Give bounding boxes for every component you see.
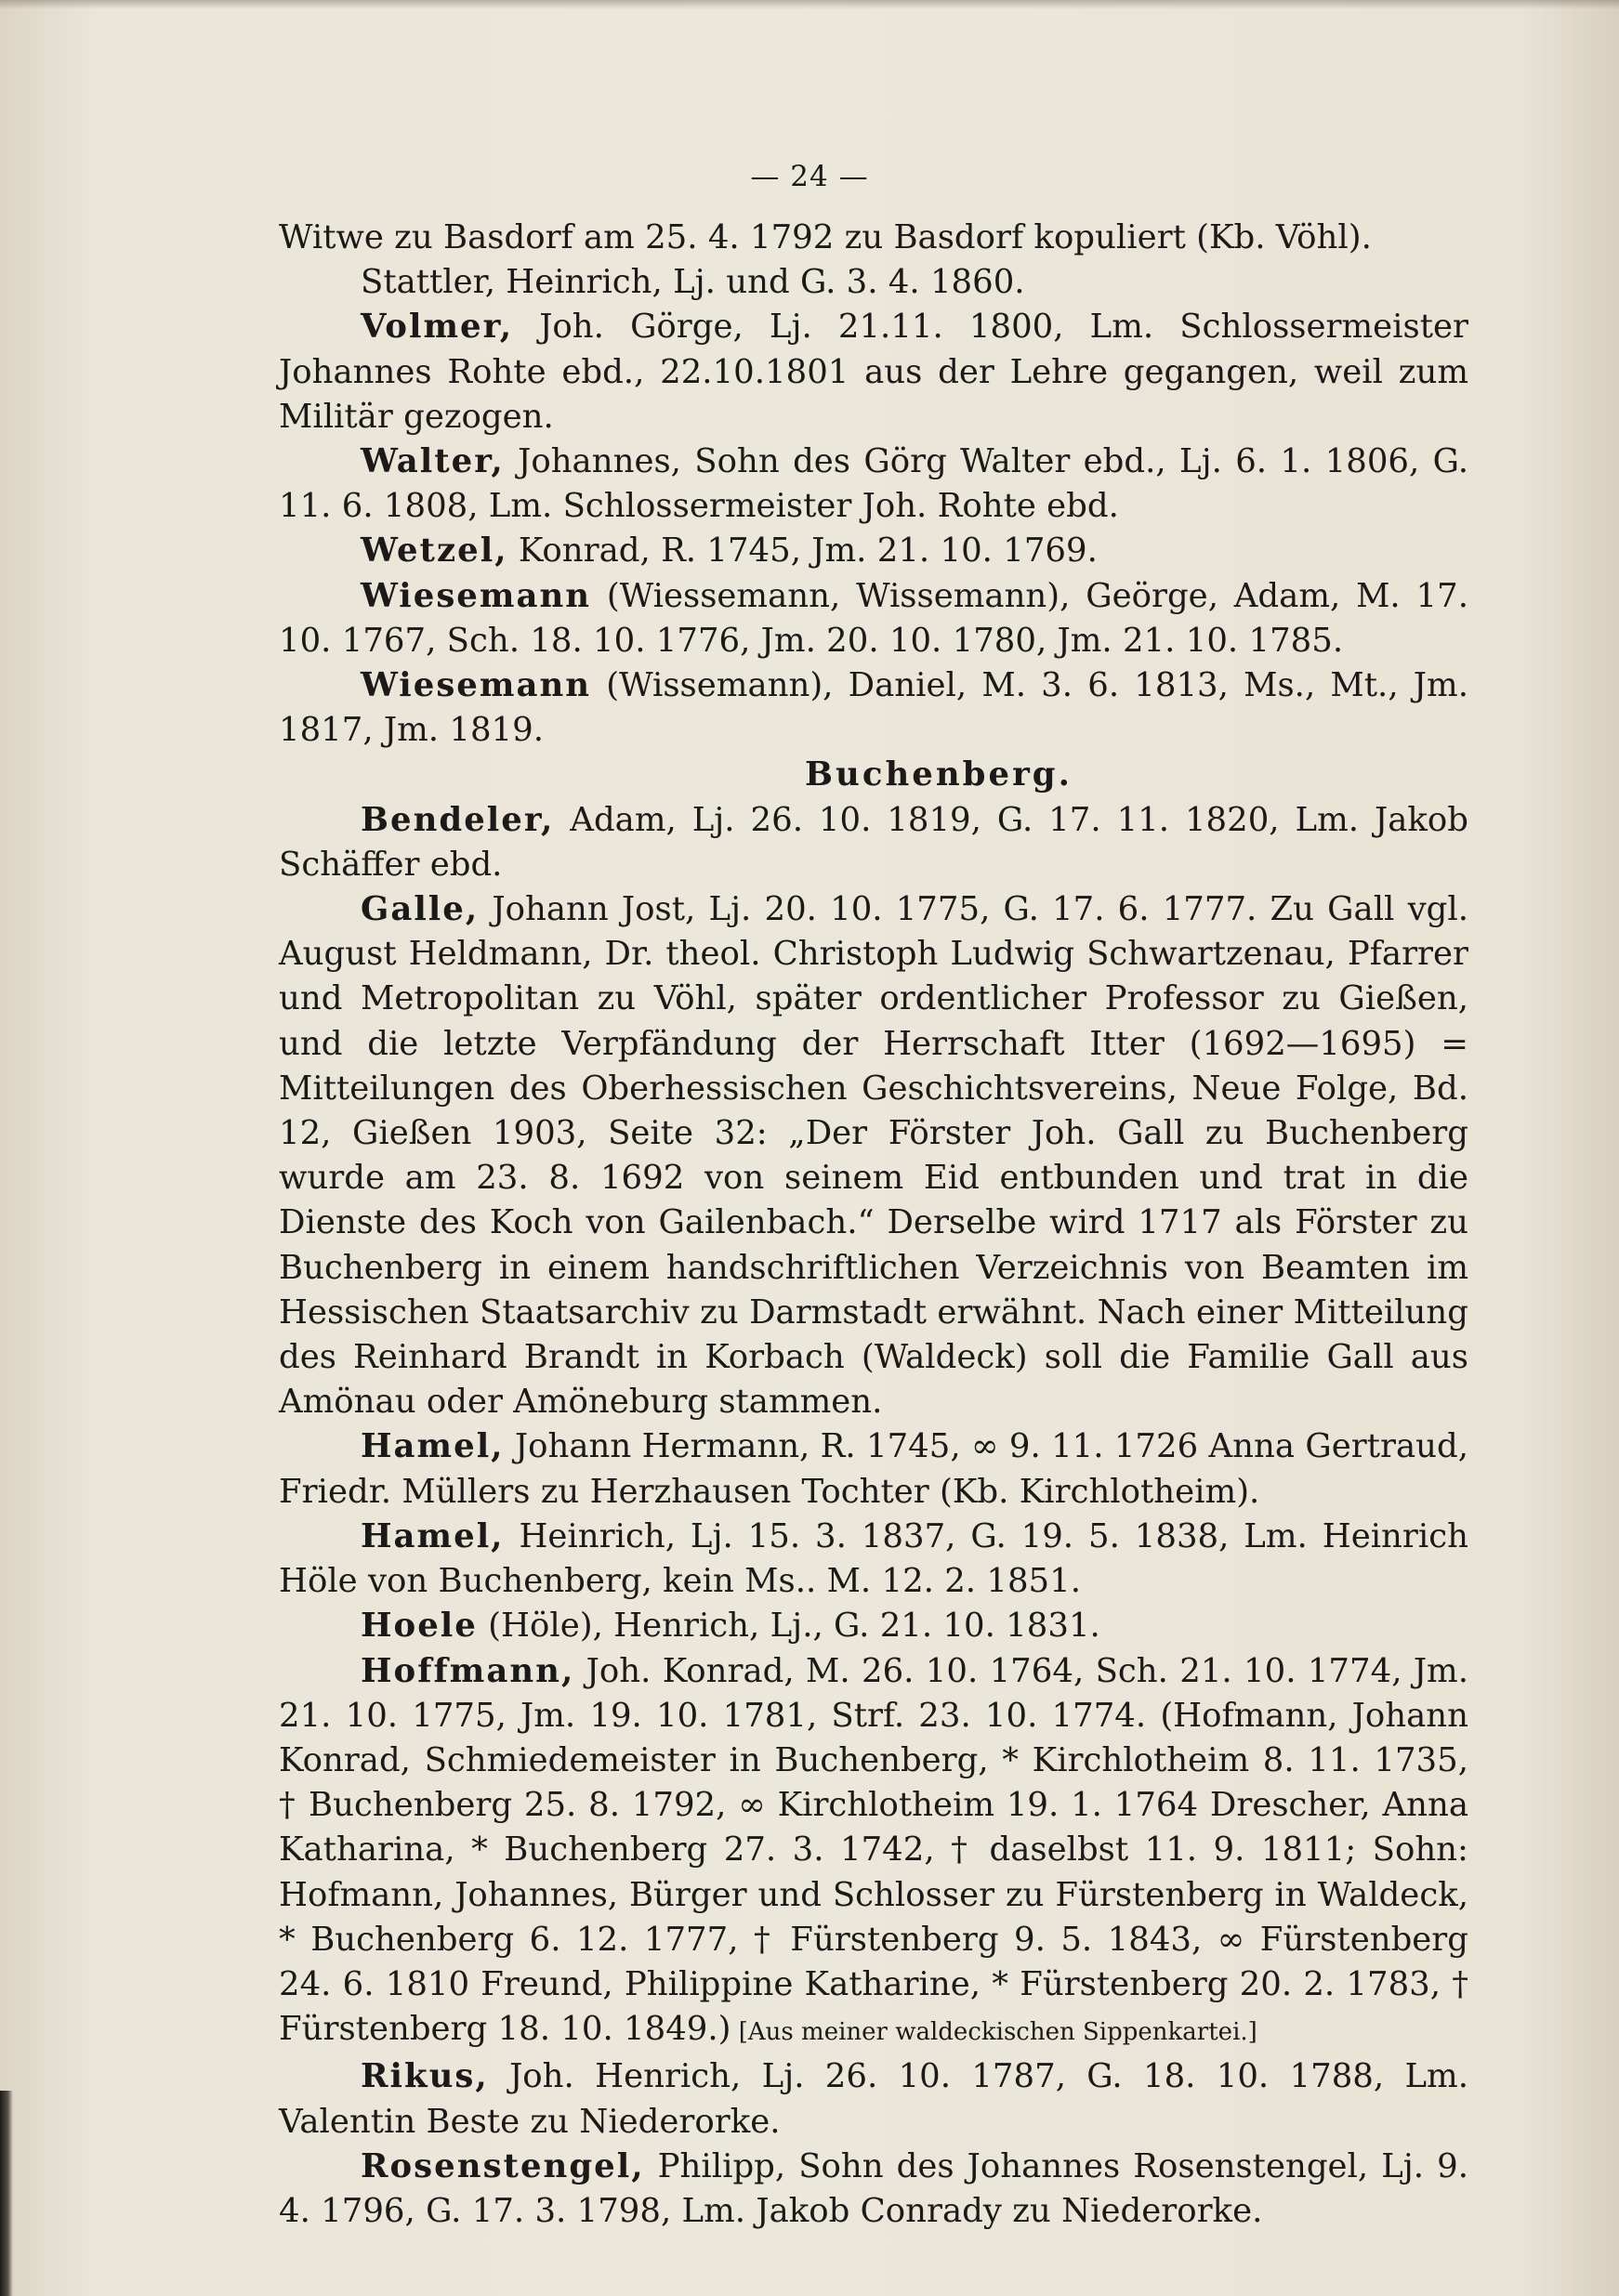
page-text <box>279 216 1468 2234</box>
entry-walter <box>279 440 1468 529</box>
entry-text: Stattler, Heinrich, Lj. und G. 3. 4. 1860. <box>361 263 1025 302</box>
entry-text: Joh. Görge, Lj. 21.11. 1800, Lm. Schlossermeister Johannes Rohte ebd., 22.10.1801 aus der Lehre gegangen, weil zum Militär gezogen. <box>279 308 1468 436</box>
entry-name: Wiesemann <box>361 666 592 705</box>
entry-text: Heinrich, Lj. 15. 3. 1837, G. 19. 5. 1838, Lm. Heinrich Höle von Buchenberg, kein Ms.. M. 12. 2. 1851. <box>279 1516 1468 1601</box>
entry-stattler <box>279 260 1468 305</box>
entry-name: Volmer, <box>361 308 514 347</box>
entry-hoffmann <box>279 1649 1468 2055</box>
entry-text: Konrad, R. 1745, Jm. 21. 10. 1769. <box>507 531 1098 571</box>
binding-shadow <box>0 2091 13 2296</box>
entry-text: Johann Jost, Lj. 20. 10. 1775, G. 17. 6. 1777. Zu Gall vgl. August Heldmann, Dr. theol. Christoph Ludwig Schwartzenau, Pfarrer und Metropolitan zu Vöhl, später ordentlicher Professor zu Gießen, und die letzte Verpfändung der Herrschaft Itter (1692—1695) = Mitteilungen des Oberhessischen Geschichtsvereins, Neue Folge, Bd. 12, Gießen 1903, Seite 32: „Der Förster Joh. Gall zu Buchenberg wurde am 23. 8. 1692 von seinem Eid entbunden und trat in die Dienste des Koch von Gailenbach.“ Derselbe wird 1717 als Förster zu Buchenberg in einem handschriftlichen Verzeichnis von Beamten im Hessischen Staatsarchiv zu Darmstadt erwähnt. Nach einer Mitteilung des Reinhard Brandt in Korbach (Waldeck) soll die Familie Gall aus Amönau oder Amöneburg stammen. <box>279 890 1468 1422</box>
entry-name: Bendeler, <box>361 800 555 839</box>
entry-wetzel <box>279 529 1468 573</box>
entry-text: Philipp, Sohn des Johannes Rosenstengel, Lj. 9. 4. 1796, G. 17. 3. 1798, Lm. Jakob Conrady zu Niederorke. <box>279 2146 1468 2230</box>
entry-hamel-2 <box>279 1515 1468 1604</box>
entry-name: Wiesemann <box>361 576 592 615</box>
entry-text: Johannes, Sohn des Görg Walter ebd., Lj. 6. 1. 1806, G. 11. 6. 1808, Lm. Schlossermeister Joh. Rohte ebd. <box>279 442 1468 526</box>
entry-name: Rosenstengel, <box>361 2146 645 2185</box>
entry-volmer <box>279 305 1468 440</box>
entry-name: Walter, <box>361 442 505 481</box>
entry-text: (Wiessemann, Wissemann), Geörge, Adam, M. 17. 10. 1767, Sch. 18. 10. 1776, Jm. 20. 10. 1780, Jm. 21. 10. 1785. <box>279 576 1468 660</box>
section-heading: Buchenberg. <box>805 755 1073 794</box>
entry-text: (Wissemann), Daniel, M. 3. 6. 1813, Ms., Mt., Jm. 1817, Jm. 1819. <box>279 666 1468 750</box>
entry-text: Johann Hermann, R. 1745, ∞ 9. 11. 1726 Anna Gertraud, Friedr. Müllers zu Herzhausen Tochter (Kb. Kirchlotheim). <box>279 1427 1468 1511</box>
entry-name: Wetzel, <box>361 531 508 571</box>
entry-text: Adam, Lj. 26. 10. 1819, G. 17. 11. 1820, Lm. Jakob Schäffer ebd. <box>279 800 1468 884</box>
entry-name: Galle, <box>361 890 480 929</box>
entry-text: (Höle), Henrich, Lj., G. 21. 10. 1831. <box>477 1607 1100 1646</box>
entry-bendeler <box>279 798 1468 887</box>
page-number: — 24 — <box>750 160 869 193</box>
entry-name: Hoffmann, <box>361 1651 575 1690</box>
entry-name: Rikus, <box>361 2057 489 2096</box>
entry-rosenstengel <box>279 2145 1468 2234</box>
entry-wiesemann-2 <box>279 663 1468 753</box>
entry-text: Joh. Konrad, M. 26. 10. 1764, Sch. 21. 10. 1774, Jm. 21. 10. 1775, Jm. 19. 10. 1781, Strf. 23. 10. 1774. (Hofmann, Johann Konrad, Schmiedemeister in Buchenberg, * Kirchlotheim 8. 11. 1735, † Buchenberg 25. 8. 1792, ∞ Kirchlotheim 19. 1. 1764 Drescher, Anna Katharina, * Buchenberg 27. 3. 1742, † daselbst 11. 9. 1811; Sohn: Hofmann, Johannes, Bürger und Schlosser zu Fürstenberg in Waldeck, * Buchenberg 6. 12. 1777, † Fürstenberg 9. 5. 1843, ∞ Fürstenberg 24. 6. 1810 Freund, Philippine Katharine, * Fürstenberg 20. 2. 1783, † Fürstenberg 18. 10. 1849.) <box>279 1651 1468 2049</box>
source-note: [Aus meiner waldeckischen Sippenkartei.] <box>731 2018 1257 2047</box>
entry-hamel-1 <box>279 1424 1468 1514</box>
entry-rikus <box>279 2054 1468 2144</box>
entry-name: Hamel, <box>361 1516 505 1555</box>
entry-name: Hoele <box>361 1607 478 1646</box>
entry-galle <box>279 887 1468 1424</box>
entry-name: Hamel, <box>361 1427 505 1466</box>
entry-hoele <box>279 1604 1468 1648</box>
entry-wiesemann-1 <box>279 574 1468 663</box>
entry-text: Joh. Henrich, Lj. 26. 10. 1787, G. 18. 10. 1788, Lm. Valentin Beste zu Niederorke. <box>279 2057 1468 2141</box>
entry-text: Witwe zu Basdorf am 25. 4. 1792 zu Basdorf kopuliert (Kb. Vöhl). <box>279 218 1372 256</box>
entry-witwe <box>279 216 1468 260</box>
page-top-edge <box>0 0 1619 9</box>
